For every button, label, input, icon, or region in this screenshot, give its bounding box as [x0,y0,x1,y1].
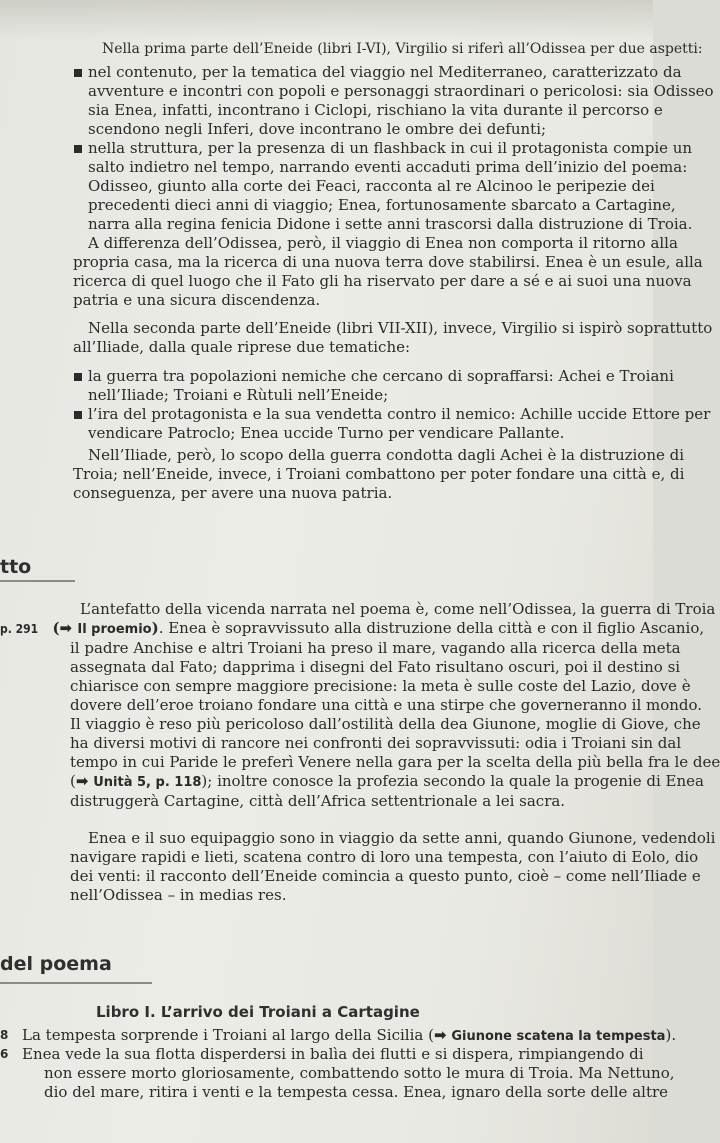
para-line: distruggerà Cartagine, città dell’Africa settentrionale a lei sacra. [70,792,566,810]
para-line: navigare rapidi e lieti, scatena contro di loro una tempesta, con l’aiuto di Eolo, dio [70,848,699,866]
list-item [0,139,693,234]
list-line: scendono negli Inferi, dove incontrano le ombre dei defunti; [88,120,547,138]
para-line: dio del mare, ritira i venti e la tempesta cessa. Enea, ignaro della sorte delle altre [44,1083,669,1101]
list-item [0,405,711,443]
ref-link-proemio[interactable]: Il proemio [77,622,152,637]
para-line-rest: ; inoltre conosce la profezia secondo la quale la progenie di Enea [207,772,704,790]
page-ref: p. 291 [0,622,39,636]
section-heading-antefatto: tto [0,556,32,578]
line-text: ). [665,1026,677,1044]
libro-line [0,1083,669,1102]
list-line: la guerra tra popolazioni nemiche che cercano di sopraffarsi: Achei e Troiani [88,367,674,385]
arrow-right-icon: ➡ [75,772,89,790]
list-line: vendicare Patroclo; Enea uccide Turno per vendicare Pallante. [88,424,565,442]
line-number: 8 [0,1028,9,1042]
list-line: Odisseo, giunto alla corte dei Feaci, racconta al re Alcinoo le peripezie dei [88,177,655,195]
list-line: sia Enea, infatti, incontrano i Ciclopi, rischiano la vita durante il percorso e [88,101,663,119]
paragraph-viaggio [0,829,716,905]
ref-link-tempesta[interactable]: Giunone scatena la tempesta [451,1029,666,1044]
line-text: La tempesta sorprende i Troiani al largo della Sicilia ( [22,1026,434,1044]
square-bullet-icon [74,69,82,77]
para-line: il padre Anchise e altri Troiani ha preso il mare, vagando alla ricerca della meta [70,639,681,657]
para-line: assegnata dal Fato; dapprima i disegni del Fato risultano oscuri, poi il destino si [70,658,681,676]
para-line: Enea e il suo equipaggio sono in viaggio da sette anni, quando Giunone, vedendoli [88,829,716,847]
para-line: A differenza dell’Odissea, però, il viaggio di Enea non comporta il ritorno alla [88,234,678,252]
para-line: Nell’Iliade, però, lo scopo della guerra condotta dagli Achei è la distruzione di [88,446,685,464]
section-heading-poema: del poema [0,953,112,975]
section-rule [0,982,152,984]
para-line: Enea vede la sua flotta disperdersi in balìa dei flutti e si dispera, rimpiangendo di [22,1045,644,1063]
list-line: salto indietro nel tempo, narrando eventi accaduti prima dell’inizio del poema: [88,158,688,176]
ref-link-unita[interactable]: Unità 5, p. 118 [93,775,202,790]
page-shadow [0,0,653,40]
para-line: Nella seconda parte dell’Eneide (libri VII-XII), invece, Virgilio si ispirò soprattutto [88,319,713,337]
para-line: dovere dell’eroe troiano fondare una città e una stirpe che governeranno il mondo. [70,696,703,714]
libro-line [0,1026,677,1045]
first-list [0,63,714,234]
para-line: patria e una sicura discendenza. [73,291,321,309]
para-line: Il viaggio è reso più pericoloso dall’ostilità della dea Giunone, moglie di Giove, che [70,715,701,733]
list-line: precedenti dieci anni di viaggio; Enea, fortunosamente sbarcato a Cartagine, [88,196,676,214]
section-rule [0,580,75,582]
libro-title: Libro I. L’arrivo dei Troiani a Cartagine [96,1003,420,1021]
libro-summary [0,1026,677,1102]
list-line: l’ira del protagonista e la sua vendetta contro il nemico: Achille uccide Ettore per [88,405,711,423]
para-line: tempo in cui Paride le preferì Venere nella gara per la scelta della più bella fra le dee [70,753,720,771]
para-line-ref: p. 291 (➡ Il proemio). Enea è sopravvissuto alla distruzione della città e con il figlio Ascanio, [0,619,705,637]
paragraph-odissea [0,234,703,310]
intro-line: Nella prima parte dell’Eneide (libri I-VI), Virgilio si riferì all’Odissea per due aspetti: [102,41,703,57]
square-bullet-icon [74,411,82,419]
paragraph-antefatto [0,600,720,811]
libro-line [0,1045,653,1064]
para-line: propria casa, ma la ricerca di una nuova terra dove stabilirsi. Enea è un esule, alla [73,253,703,271]
para-line-unit-ref: (➡ Unità 5, p. 118); inoltre conosce la profezia secondo la quale la progenie di Enea [70,772,704,790]
libro-line [0,1064,675,1083]
intro-block [0,40,703,59]
para-line: Troia; nell’Eneide, invece, i Troiani combattono per poter fondare una città e, di [73,465,685,483]
para-line: chiarisce con sempre maggiore precisione: la meta è sulle coste del Lazio, dove è [70,677,691,695]
para-line: L’antefatto della vicenda narrata nel poema è, come nell’Odissea, la guerra di Troia [80,600,716,618]
para-line: nell’Odissea – in medias res. [70,886,287,904]
list-item [0,63,714,139]
list-line: avventure e incontri con popoli e personaggi straordinari o pericolosi: sia Odisseo [88,82,714,100]
square-bullet-icon [74,373,82,381]
para-line: ricerca di quel luogo che il Fato gli ha riservato per dare a sé e ai suoi una nuova [73,272,692,290]
list-item [0,367,674,405]
para-line: all’Iliade, dalla quale riprese due tematiche: [73,338,411,356]
arrow-right-icon: ➡ [433,1026,447,1044]
para-line: conseguenza, per avere una nuova patria. [73,484,393,502]
para-line: ha diversi motivi di rancore nei confronti dei sopravvissuti: odia i Troiani sin dal [70,734,682,752]
paragraph-iliade [0,446,685,503]
para-line: dei venti: il racconto dell’Eneide comincia a questo punto, cioè – come nell’Iliade e [70,867,701,885]
para-line [0,1026,677,1046]
para-line-rest: . Enea è sopravvissuto alla distruzione della città e con il figlio Ascanio, [158,619,705,637]
arrow-right-icon: ➡ [59,619,73,637]
list-line: nella struttura, per la presenza di un flashback in cui il protagonista compie un [88,139,693,157]
list-line: nell’Iliade; Troiani e Rùtuli nell’Eneide; [88,386,389,404]
para-line: non essere morto gloriosamente, combattendo sotto le mura di Troia. Ma Nettuno, [44,1064,675,1082]
list-line: nel contenuto, per la tematica del viaggio nel Mediterraneo, caratterizzato da [88,63,682,81]
line-number: 6 [0,1047,9,1061]
second-list [0,367,711,443]
paragraph-iliade-intro [0,319,713,357]
square-bullet-icon [74,145,82,153]
list-line: narra alla regina fenicia Didone i sette anni trascorsi dalla distruzione di Troia. [88,215,693,233]
